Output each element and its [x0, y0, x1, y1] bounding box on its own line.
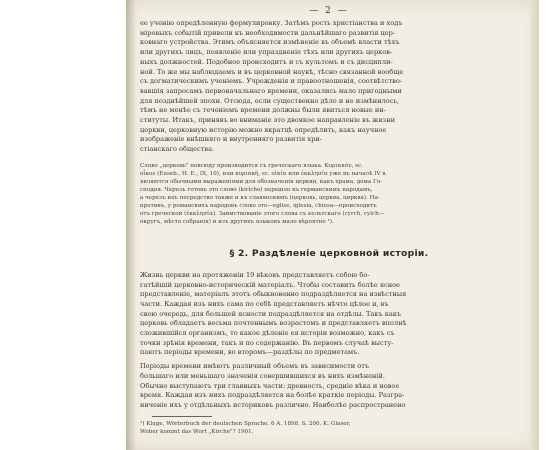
book-spine-shadow — [126, 0, 136, 450]
intro-paragraph: ее ученію опредѣленную формулировку. Затѣмъ рость христіанства и ходъ міровыхъ событій привели къ необходимости дальнѣйшаго развитія цер- ковнаго устройства. Этимъ объясняется измѣненіе въ объемѣ власти тѣхъ или другихъ лицъ, появленіе или упраздненіе тѣхъ или другихъ церков- ныхъ должностей. Подобное происходитъ и съ культомъ и съ дисципли- ной. То же мы наблюдаемъ и въ церковной наукѣ, тѣсно связанной вообще съ догматическимъ ученіемъ. Учрежденія и правоотношенія, соотвѣтство- вавшія запросамъ первоначальнаго времени, оказались мало пригодными для позднѣйшей эпохи. Отсюда, если существенно дѣло и не измѣнилось, тѣмъ не менѣе съ теченіемъ времени должны были явиться новые ин- ституты. Итакъ, принявъ во вниманіе это двоякое направленіе въ жизни церкви, церковную исторію можно вкратцѣ опредѣлить, какъ научное изображеніе внѣшняго и внутренняго развитія хри- стіанскаго общества. — [140, 19, 404, 154]
footnote: ¹) Kluge, Wörterbuch der deutschen Sprache. 6 A. 1898. S. 206. K. Glaser, Wober kommt das Wort „Kirche"? 1901. — [140, 420, 351, 435]
page-content — [140, 6, 518, 436]
small-print-note: Слово „церковь" повсюду производится съ греческаго языка. Κυριακόν, sc. οἶκοs (Euseb., H. E., IX, 10), или κυριακή, sc. οἰκία или ἐκκλησία уже въ началѣ IV в. являются обычными выраженіями для обозначенія церкви, какъ храма, дома Го- сподня. Черезъ готовъ это слово (kirícho) перешло къ германскимъ народамъ, а черезъ ихъ посредство также и къ славянскимъ (церковь, церква, цирква). На- противъ, у романскихъ народовъ слово это—eglise, iglesia, chiesa—происходитъ отъ греческой (ἐκκλησία). Заимствованіе этого слова съ кельтскаго (cyrch, cylch— округъ, мѣсто собранія) и изъ другихъ языковъ мало вѣроятно ¹). — [140, 162, 388, 225]
page-number: — 2 — — [309, 6, 349, 16]
footnote-divider — [152, 416, 212, 417]
section-heading: § 2. Раздѣленіе церковной исторіи. — [229, 247, 429, 259]
page-edge — [530, 0, 539, 450]
section-paragraph-2: Періоды времени имѣютъ различный объемъ въ зависимости отъ большаго или меньшаго значенія совершившихся въ нихъ измѣненій. Обычно выступаютъ три главныхъ части: древность, средніе вѣка и новое время. Каждая изъ нихъ подраздѣляется на болѣе краткіе періоды. Разгра- ниченіе ихъ у отдѣльныхъ историковъ различно. Наиболѣе распространено — [140, 362, 406, 409]
section-paragraph-1: Жизнь церкви на протяженіи 19 вѣковъ представляетъ собою бо- гатѣйшій церковно-историческій матеріалъ. Чтобы составить болѣе ясное представленіе, матеріалъ этотъ обыкновенно подраздѣляется на извѣстныя части. Каждая изъ нихъ сама по себѣ представляетъ нѣчто цѣлое и, въ свою очередь, для большей ясности подраздѣляется на отдѣлы. Такъ какъ церковь обладаетъ весьма почтеннымъ возрастомъ и представляетъ вполнѣ сложившійся организмъ, то какое дѣленіе ея исторіи возможно, какъ съ точки зрѣнія времени, такъ и по содержанію. Въ первомъ случаѣ высту- паютъ періоды времени, во второмъ—раздѣлы по предметамъ. — [140, 270, 407, 357]
